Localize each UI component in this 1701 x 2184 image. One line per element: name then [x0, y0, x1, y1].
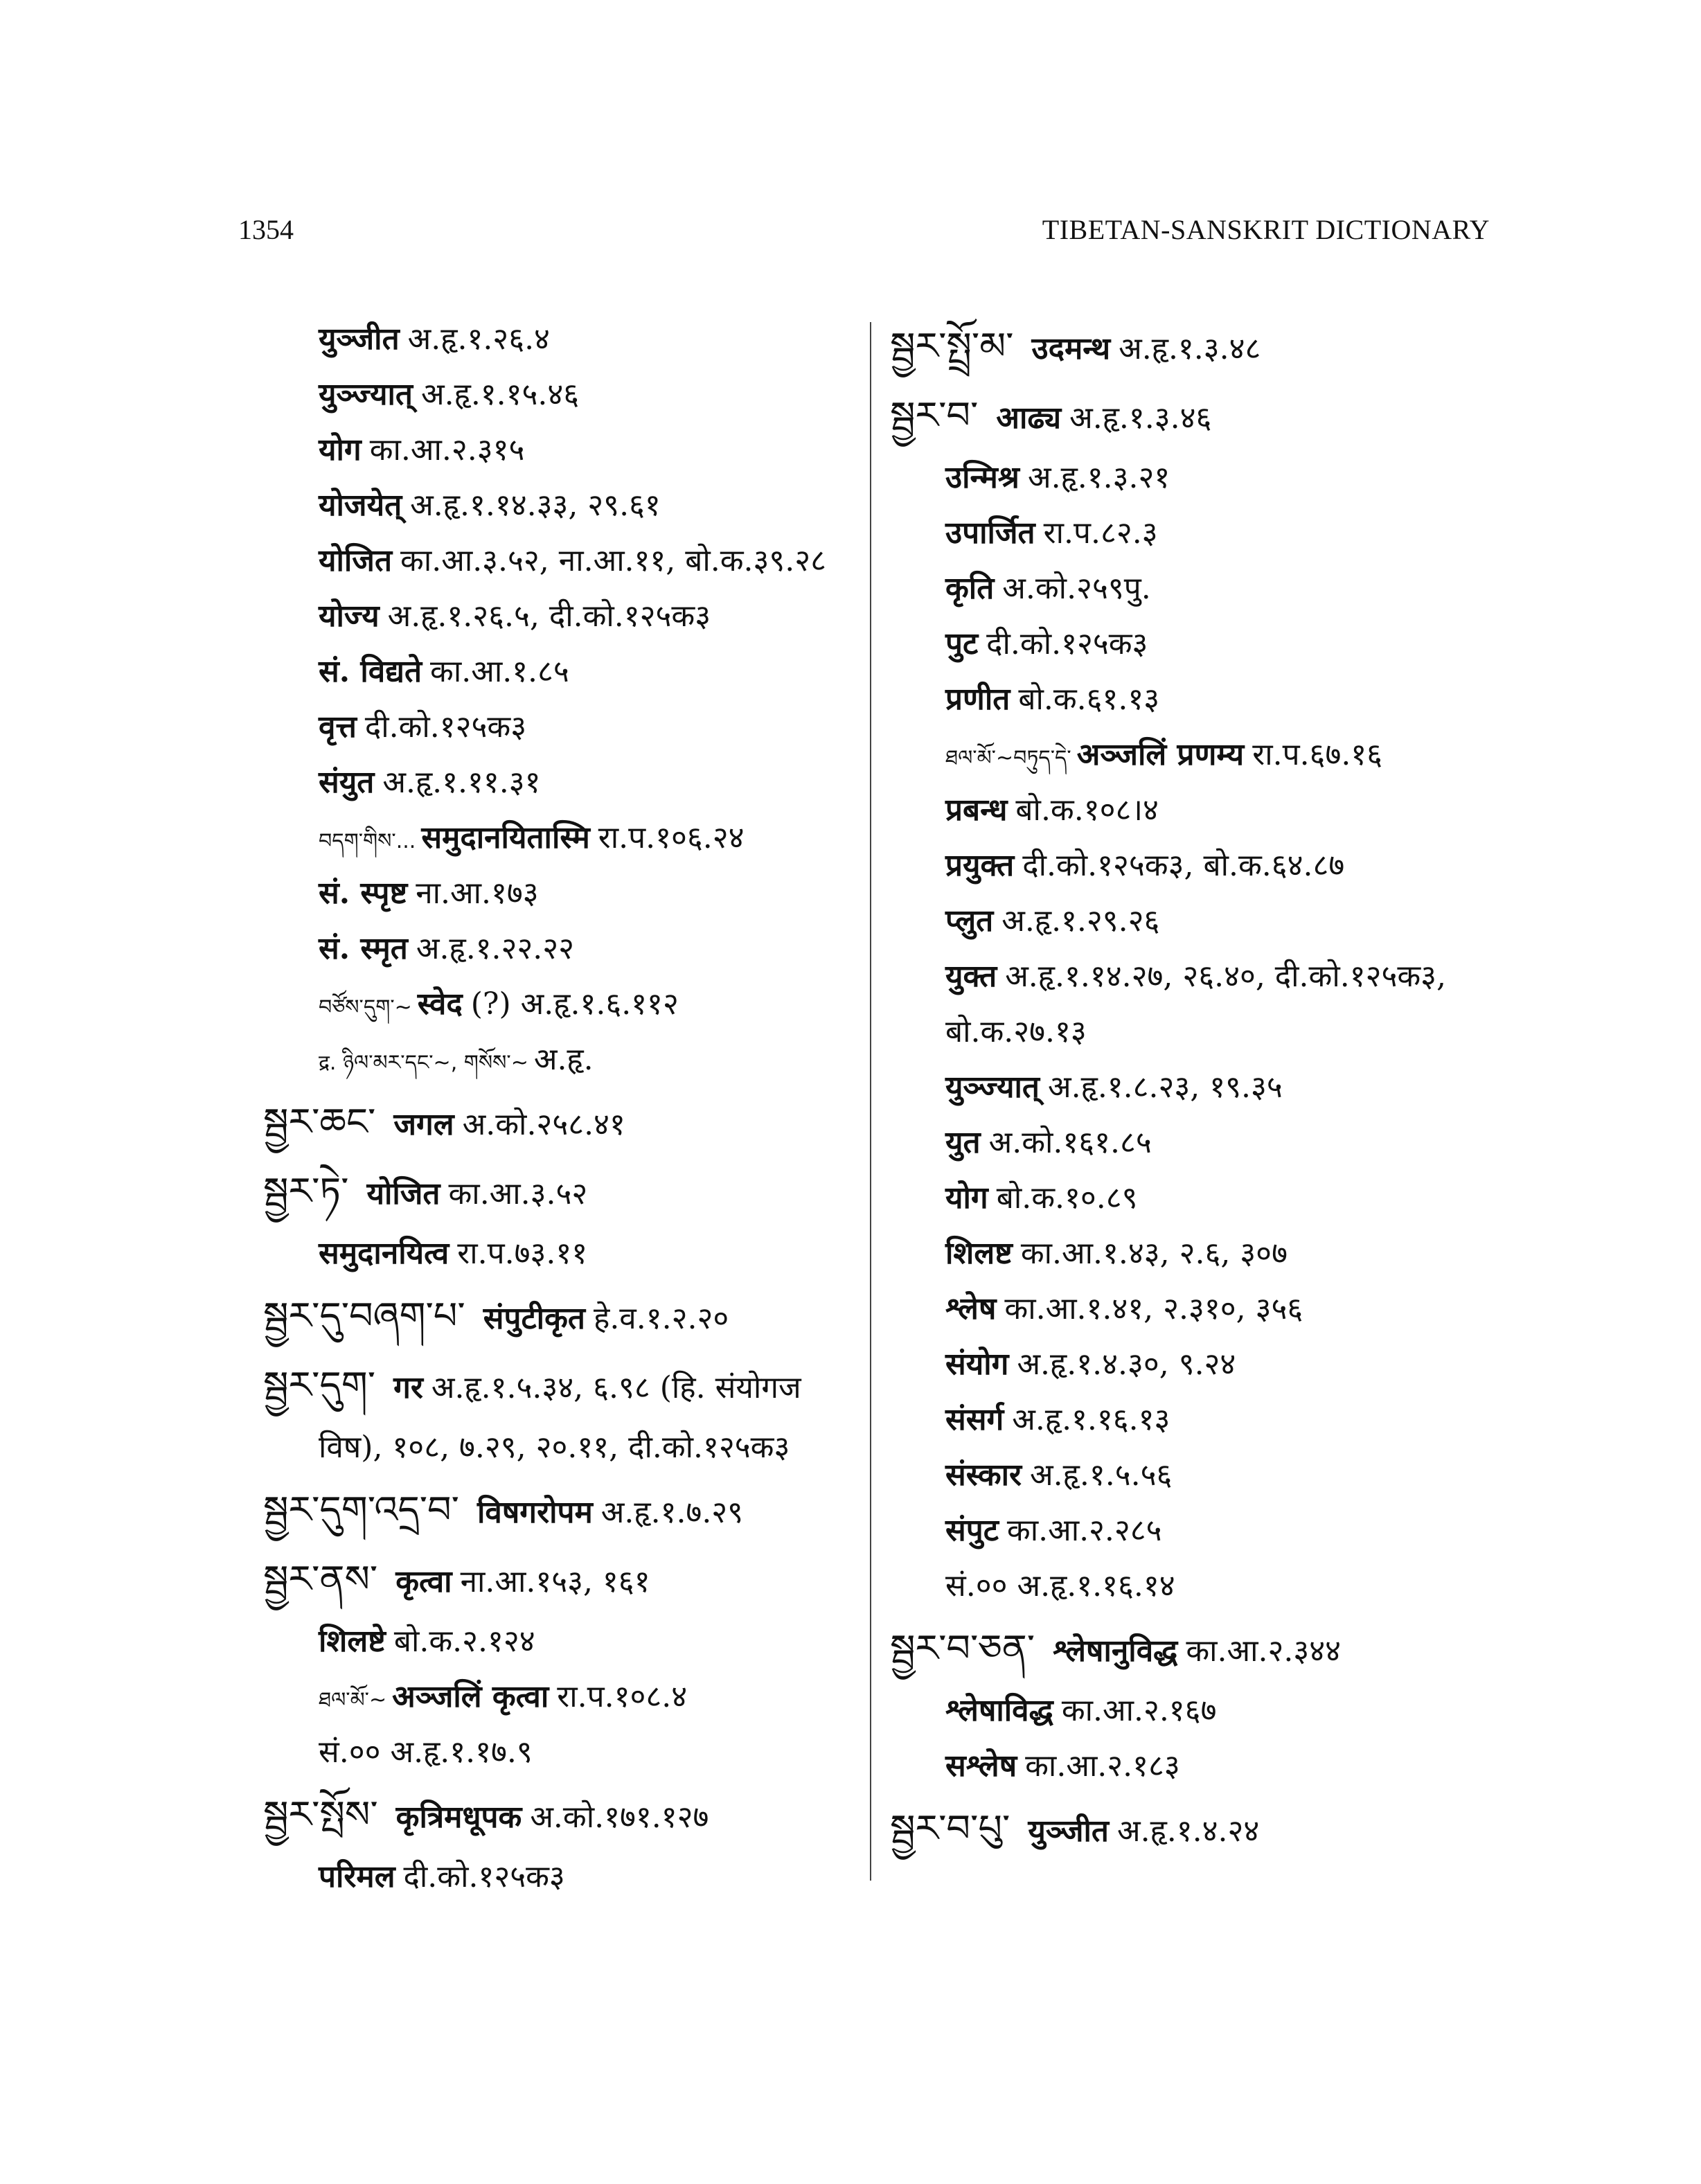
sub-entry	[890, 1281, 1499, 1337]
sanskrit-equivalent: सं. विद्यते	[319, 654, 422, 689]
source-reference: सं.०० अ.हृ.१.१७.९	[319, 1734, 533, 1770]
sub-entry	[890, 1448, 1499, 1503]
tibetan-term: སྦྱར་བ་	[890, 393, 979, 437]
source-reference: अ.हृ.१.४.३०, ९.२४	[1017, 1347, 1236, 1382]
sub-entry	[890, 1559, 1499, 1614]
sub-entry	[263, 755, 859, 810]
sanskrit-equivalent: संयुत	[319, 765, 375, 800]
sanskrit-equivalent: सं. स्पृष्ट	[319, 876, 408, 911]
tibetan-term: སྦྱར་དུག་འདྲ་བ་	[263, 1488, 460, 1532]
source-reference: का.आ.१.८५	[430, 654, 569, 689]
sub-entry	[263, 977, 859, 1032]
source-reference: रा.प.७३.११	[457, 1236, 588, 1271]
tibetan-term: སྦྱར་བ་པུ་	[890, 1806, 1010, 1850]
sub-entry	[890, 1683, 1499, 1739]
source-reference: विष), १०८, ७.२९, २०.११, दी.को.१२५क३	[319, 1430, 790, 1465]
tibetan-term: བཙོས་དུག་~	[319, 995, 412, 1020]
sanskrit-equivalent: युञ्ज्यात्	[319, 377, 413, 412]
sub-entry	[263, 700, 859, 755]
tibetan-term: ཐལ་མོ་~བཏུད་དེ་	[945, 746, 1071, 770]
source-reference: अ.हृ.१.२६.४	[407, 321, 550, 357]
sanskrit-equivalent: प्रणीत	[945, 682, 1010, 717]
source-reference: अ.हृ.१.२९.२६	[1001, 903, 1160, 939]
sanskrit-equivalent: कृति	[945, 571, 995, 606]
sub-entry	[263, 921, 859, 977]
sanskrit-equivalent: शिलष्ट	[945, 1236, 1013, 1271]
sub-entry	[263, 1420, 859, 1475]
sanskrit-equivalent: वृत्त	[319, 709, 357, 745]
sanskrit-equivalent: योज्य	[319, 598, 380, 634]
sub-entry	[890, 1739, 1499, 1794]
sanskrit-equivalent: अञ्जलिं कृत्वा	[392, 1679, 549, 1714]
source-reference: अ.हृ.१.११.३१	[382, 765, 541, 800]
sanskrit-equivalent: श्लेषाविद्ध	[945, 1693, 1053, 1728]
tibetan-term: སྦྱར་བ་ཅན་	[890, 1626, 1035, 1670]
tibetan-term: སྦྱར་དུག་	[263, 1363, 376, 1407]
source-reference: अ.हृ.१.१५.४६	[421, 377, 580, 412]
source-reference: अ.हृ.१.१४.३३, २९.६१	[410, 488, 661, 523]
source-reference: अ.हृ.१.७.२९	[600, 1495, 744, 1530]
column-divider	[870, 322, 871, 1881]
sub-entry	[263, 533, 859, 589]
source-reference: अ.को.१६१.८५	[988, 1125, 1152, 1160]
source-reference: दी.को.१२५क३	[403, 1859, 565, 1894]
source-reference: का.आ.२.३४४	[1186, 1633, 1341, 1669]
sub-entry	[263, 644, 859, 700]
source-reference: दी.को.१२५क३	[986, 626, 1148, 662]
headword-entry	[263, 1475, 859, 1545]
source-reference: अ.हृ.१.८.२३, १९.३५	[1048, 1069, 1283, 1105]
sanskrit-equivalent: योजित	[366, 1176, 440, 1211]
source-reference: का.आ.२.२८५	[1006, 1513, 1162, 1548]
sub-entry	[890, 949, 1499, 1004]
source-reference: का.आ.१.४३, २.६, ३०७	[1020, 1236, 1288, 1271]
source-reference: का.आ.२.३१५	[369, 432, 525, 468]
source-reference: रा.प.६७.१६	[1252, 737, 1383, 772]
headword-entry	[263, 1281, 859, 1351]
sanskrit-equivalent: अञ्जलिं प्रणम्य	[1076, 737, 1245, 772]
source-reference: दी.को.१२५क३, बो.क.६४.८७	[1022, 848, 1345, 883]
sanskrit-equivalent: विषगरोपम	[477, 1495, 593, 1530]
tibetan-term: སྦྱར་ནས་	[263, 1557, 378, 1601]
sanskrit-equivalent: उदमन्थ	[1031, 331, 1111, 366]
source-reference: बो.क.१०८।४	[1015, 792, 1159, 828]
headword-entry	[890, 1614, 1499, 1683]
sanskrit-equivalent: योजयेत्	[319, 488, 402, 523]
sanskrit-equivalent: युञ्जीत	[319, 321, 400, 357]
sanskrit-equivalent: शिलष्टे	[319, 1624, 386, 1659]
sub-entry	[263, 312, 859, 367]
sanskrit-equivalent: योग	[945, 1180, 988, 1216]
source-reference: का.आ.१.४१, २.३१०, ३५६	[1004, 1291, 1303, 1326]
source-reference: सं.०० अ.हृ.१.१६.१४	[945, 1568, 1175, 1604]
headword-entry	[263, 1780, 859, 1849]
headword-entry	[890, 312, 1499, 381]
sanskrit-equivalent: पुट	[945, 626, 979, 662]
source-reference: का.आ.२.१८३	[1025, 1748, 1180, 1784]
source-reference: (?) अ.हृ.१.६.११२	[470, 986, 679, 1022]
sub-entry	[890, 1503, 1499, 1559]
sub-entry	[890, 1004, 1499, 1060]
source-reference: बो.क.२.१२४	[393, 1624, 535, 1659]
sanskrit-equivalent: संपुटीकृत	[483, 1301, 585, 1336]
sanskrit-equivalent: उन्मिश्र	[945, 460, 1019, 495]
sub-entry	[263, 1849, 859, 1905]
sanskrit-equivalent: आढ्य	[996, 400, 1062, 436]
tibetan-term: द्र. ཉིལ་མར་དང་~, གསོས་~	[319, 1051, 528, 1075]
sanskrit-equivalent: श्लेष	[945, 1291, 997, 1326]
page-number: 1354	[238, 214, 294, 245]
sanskrit-equivalent: युञ्जीत	[1028, 1813, 1109, 1849]
sanskrit-equivalent: प्रयुक्त	[945, 848, 1015, 883]
sanskrit-equivalent: संसर्ग	[945, 1402, 1004, 1437]
sanskrit-equivalent: परिमल	[319, 1859, 395, 1894]
source-reference: बो.क.२७.१३	[945, 1014, 1087, 1049]
headword-entry	[263, 1087, 859, 1157]
source-reference: अ.हृ.१.३.४८	[1119, 331, 1261, 366]
tibetan-term: སྦྱར་དུ་བཞག་པ་	[263, 1294, 465, 1338]
sanskrit-equivalent: कृत्वा	[395, 1564, 452, 1599]
sub-entry	[890, 1337, 1499, 1392]
source-reference: अ.हृ.	[533, 1042, 594, 1077]
source-reference: अ.को.२५९पु.	[1002, 571, 1151, 606]
source-reference: अ.को.२५८.४१	[462, 1107, 625, 1142]
source-reference: हे.व.१.२.२०	[593, 1301, 729, 1336]
tibetan-term: སྦྱར་ཆང་	[263, 1100, 376, 1144]
sub-entry	[890, 561, 1499, 616]
sub-entry	[890, 506, 1499, 561]
right-column	[890, 312, 1499, 1863]
sub-entry	[890, 1226, 1499, 1281]
source-reference: अ.को.१७१.१२७	[530, 1800, 709, 1835]
sanskrit-equivalent: योजित	[319, 543, 393, 578]
sub-entry	[263, 589, 859, 644]
sanskrit-equivalent: जगल	[393, 1107, 454, 1142]
sub-entry	[890, 1392, 1499, 1448]
source-reference: का.आ.३.५२, ना.आ.११, बो.क.३९.२८	[400, 543, 827, 578]
sanskrit-equivalent: उपार्जित	[945, 515, 1035, 551]
headword-entry	[263, 1545, 859, 1614]
sanskrit-equivalent: संयोग	[945, 1347, 1009, 1382]
sanskrit-equivalent: स्वेद	[417, 986, 463, 1022]
sub-entry	[263, 1226, 859, 1281]
sub-entry	[890, 1115, 1499, 1171]
source-reference: दी.को.१२५क३	[364, 709, 527, 745]
sub-entry	[263, 367, 859, 423]
sanskrit-equivalent: युक्त	[945, 959, 997, 994]
source-reference: अ.हृ.१.३.२१	[1027, 460, 1170, 495]
sub-entry	[890, 1171, 1499, 1226]
source-reference: बो.क.१०.८९	[996, 1180, 1138, 1216]
sub-entry	[263, 1032, 859, 1087]
source-reference: अ.हृ.१.५.५६	[1030, 1457, 1173, 1493]
sanskrit-equivalent: समुदानयित्व	[319, 1236, 449, 1271]
sub-entry	[263, 810, 859, 866]
sanskrit-equivalent: कृत्रिमधूपक	[395, 1800, 522, 1835]
headword-entry	[263, 1157, 859, 1226]
sub-entry	[263, 478, 859, 533]
sub-entry	[263, 423, 859, 478]
sanskrit-equivalent: युञ्ज्यात्	[945, 1069, 1040, 1105]
sanskrit-equivalent: सं. स्मृत	[319, 931, 408, 966]
sanskrit-equivalent: संस्कार	[945, 1457, 1022, 1493]
source-reference: अ.हृ.१.५.३४, ६.९८ (हि. संयोगज	[431, 1370, 801, 1405]
running-title: TIBETAN-SANSKRIT DICTIONARY	[1042, 214, 1490, 245]
sanskrit-equivalent: सश्लेष	[945, 1748, 1017, 1784]
sanskrit-equivalent: योग	[319, 432, 362, 468]
tibetan-term: ཐལ་མོ་~	[319, 1688, 387, 1712]
source-reference: रा.प.१०६.२४	[598, 820, 745, 855]
source-reference: अ.हृ.१.३.४६	[1069, 400, 1212, 436]
sub-entry	[263, 866, 859, 921]
headword-entry	[890, 1794, 1499, 1863]
source-reference: अ.हृ.१.१४.२७, २६.४०, दी.को.१२५क३,	[1005, 959, 1447, 994]
tibetan-term: སྦྱར་སྤྲོ་མ་	[890, 324, 1014, 368]
sanskrit-equivalent: गर	[393, 1370, 423, 1405]
sanskrit-equivalent: प्लुत	[945, 903, 994, 939]
source-reference: का.आ.३.५२	[448, 1176, 588, 1211]
source-reference: ना.आ.१७३	[416, 876, 539, 911]
sub-entry	[890, 450, 1499, 506]
source-reference: अ.हृ.१.२६.५, दी.को.१२५क३	[387, 598, 711, 634]
sub-entry	[263, 1669, 859, 1725]
sub-entry	[890, 727, 1499, 783]
source-reference: रा.प.१०८.४	[557, 1679, 688, 1714]
sub-entry	[890, 616, 1499, 672]
sanskrit-equivalent: प्रबन्ध	[945, 792, 1008, 828]
headword-entry	[263, 1351, 859, 1420]
sub-entry	[263, 1725, 859, 1780]
sanskrit-equivalent: समुदानयितास्मि	[421, 820, 590, 855]
source-reference: बो.क.६१.१३	[1018, 682, 1160, 717]
sanskrit-equivalent: संपुट	[945, 1513, 999, 1548]
sub-entry	[890, 672, 1499, 727]
sanskrit-equivalent: युत	[945, 1125, 981, 1160]
sub-entry	[890, 1060, 1499, 1115]
sub-entry	[890, 894, 1499, 949]
source-reference: अ.हृ.१.४.२४	[1117, 1813, 1260, 1849]
source-reference: रा.प.८२.३	[1043, 515, 1158, 551]
sanskrit-equivalent: श्लेषानुविद्ध	[1053, 1633, 1178, 1669]
tibetan-term: བདག་གིས་...	[319, 829, 416, 853]
sub-entry	[890, 783, 1499, 838]
headword-entry	[890, 381, 1499, 450]
sub-entry	[890, 838, 1499, 894]
sub-entry	[263, 1614, 859, 1669]
source-reference: ना.आ.१५३, १६१	[460, 1564, 650, 1599]
source-reference: का.आ.२.१६७	[1061, 1693, 1217, 1728]
source-reference: अ.हृ.१.१६.१३	[1012, 1402, 1170, 1437]
tibetan-term: སྦྱར་སྤོས་	[263, 1793, 378, 1836]
tibetan-term: སྦྱར་ཏེ་	[263, 1169, 349, 1213]
source-reference: अ.हृ.१.२२.२२	[416, 931, 575, 966]
left-column	[263, 312, 859, 1905]
